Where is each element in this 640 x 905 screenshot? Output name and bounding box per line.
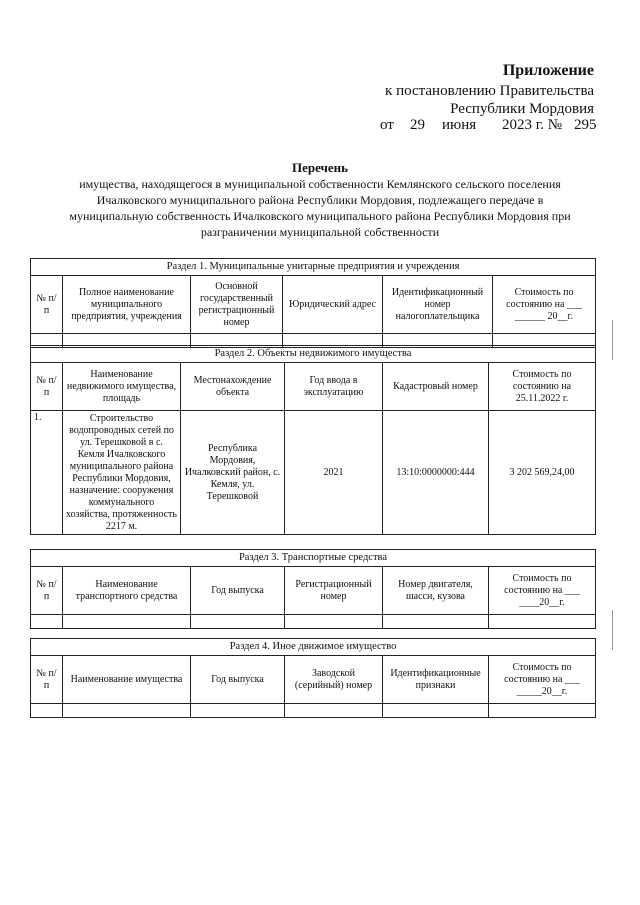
date-month: июня bbox=[442, 117, 477, 133]
section-2-header-row bbox=[31, 363, 596, 411]
section-1-header-row bbox=[31, 276, 596, 334]
column-header: Стоимость по состоянию на ___ ______ 20__г. bbox=[493, 276, 596, 334]
property-location: Республика Мордовия, Ичалковский район, с. Кемля, ул. Терешковой bbox=[181, 411, 285, 535]
property-cost: 3 202 569,24,00 bbox=[489, 411, 596, 535]
section-2-table bbox=[30, 345, 596, 535]
section-1-table bbox=[30, 258, 596, 348]
column-header: № п/п bbox=[31, 656, 63, 704]
date-year: 2023 г. № bbox=[502, 117, 563, 133]
column-header: Год ввода в эксплуатацию bbox=[285, 363, 383, 411]
list-title-line-3: муниципальную собственность Ичалковского муниципального района Республики Мордовия при bbox=[69, 209, 571, 223]
table-row bbox=[31, 411, 596, 535]
column-header: Наименование недвижимого имущества, площадь bbox=[63, 363, 181, 411]
column-header: Основной государственный регистрационный номер bbox=[191, 276, 283, 334]
appendix-label: Приложение bbox=[502, 62, 594, 79]
column-header: Полное наименование муниципального предприятия, учреждения bbox=[63, 276, 191, 334]
list-title-line-1: имущества, находящегося в муниципальной собственности Кемлянского сельского поселения bbox=[79, 177, 561, 191]
section-4-table bbox=[30, 638, 596, 718]
appendix-line-1: к постановлению Правительства bbox=[385, 83, 594, 99]
column-header: Год выпуска bbox=[191, 656, 285, 704]
list-title-line-2: Ичалковского муниципального района Республики Мордовия, подлежащего передаче в bbox=[96, 193, 544, 207]
cadastral-number: 13:10:0000000:444 bbox=[383, 411, 489, 535]
column-header: № п/п bbox=[31, 363, 63, 411]
column-header: № п/п bbox=[31, 567, 63, 615]
date-day: 29 bbox=[410, 117, 425, 133]
column-header: Год выпуска bbox=[191, 567, 285, 615]
column-header: Стоимость по состоянию на ___ ____20__г. bbox=[489, 567, 596, 615]
appendix-line-2: Республики Мордовия bbox=[450, 101, 594, 117]
section-4-header-row bbox=[31, 656, 596, 704]
column-header: Заводской (серийный) номер bbox=[285, 656, 383, 704]
list-title-line-4: разграничении муниципальной собственности bbox=[200, 225, 440, 239]
empty-row bbox=[31, 615, 596, 629]
commissioning-year: 2021 bbox=[285, 411, 383, 535]
section-1-title: Раздел 1. Муниципальные унитарные предприятия и учреждения bbox=[31, 259, 596, 276]
list-heading: Перечень bbox=[291, 160, 349, 175]
column-header: Наименование транспортного средства bbox=[63, 567, 191, 615]
column-header: Стоимость по состоянию на 25.11.2022 г. bbox=[489, 363, 596, 411]
column-header: Идентификационный номер налогоплательщика bbox=[383, 276, 493, 334]
section-3-header-row bbox=[31, 567, 596, 615]
column-header: Местонахождение объекта bbox=[181, 363, 285, 411]
empty-row bbox=[31, 704, 596, 718]
column-header: № п/п bbox=[31, 276, 63, 334]
list-title bbox=[30, 160, 610, 240]
column-header: Номер двигателя, шасси, кузова bbox=[383, 567, 489, 615]
date-prefix: от bbox=[380, 117, 394, 133]
column-header: Наименование имущества bbox=[63, 656, 191, 704]
column-header: Кадастровый номер bbox=[383, 363, 489, 411]
property-name: Строительство водопроводных сетей по ул. Терешковой в с. Кемля Ичалковского муниципального района Республики Мордовия, назначение: сооружения коммунального хозяйства, протяженность 2217 м. bbox=[63, 411, 181, 535]
scan-edge-mark bbox=[612, 610, 613, 650]
column-header: Идентификационные признаки bbox=[383, 656, 489, 704]
document-number: 295 bbox=[574, 117, 597, 133]
row-number: 1. bbox=[31, 411, 63, 535]
column-header: Стоимость по состоянию на ___ _____20__г. bbox=[489, 656, 596, 704]
section-3-table bbox=[30, 549, 596, 629]
section-3-title: Раздел 3. Транспортные средства bbox=[31, 550, 596, 567]
section-4-title: Раздел 4. Иное движимое имущество bbox=[31, 639, 596, 656]
section-2-title: Раздел 2. Объекты недвижимого имущества bbox=[31, 346, 596, 363]
scan-edge-mark bbox=[612, 320, 613, 360]
column-header: Регистрационный номер bbox=[285, 567, 383, 615]
column-header: Юридический адрес bbox=[283, 276, 383, 334]
